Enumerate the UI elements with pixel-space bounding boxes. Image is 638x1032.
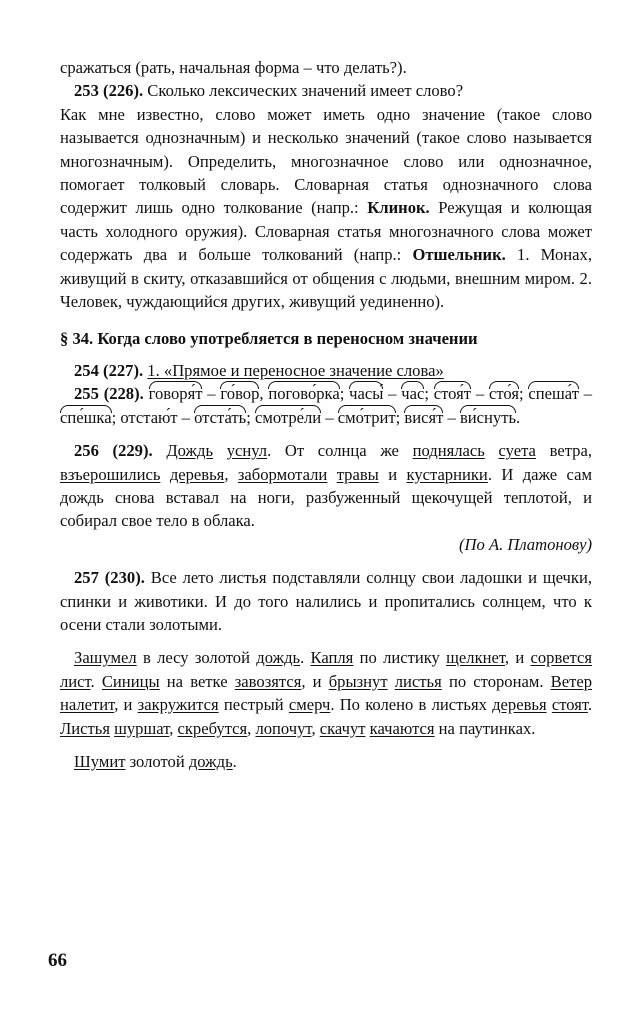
section-heading: § 34. Когда слово употребляется в переносном значении (60, 329, 478, 349)
dictionary-term: Клинок. (367, 198, 430, 218)
story-word: смерч (288, 695, 331, 715)
text: , (247, 718, 256, 738)
exercise-255: 255 (228). говоря́т – го́вор, погово́рка; часы́ – час; стоя́т – сто́я; спеша́т – спе́шка; отстаю́т – отста́ть; смотре́ли – смо́трит; вися́т – ви́снуть. (60, 384, 593, 427)
word: час (401, 384, 425, 404)
textbook-page (60, 56, 592, 773)
text: . (300, 648, 311, 668)
predicate-word: забормотали (237, 464, 328, 484)
text: , (311, 718, 320, 738)
word: стоя́т (433, 384, 472, 404)
text: , и (301, 671, 329, 691)
story-word: шуршат (114, 718, 170, 738)
text: ветра, (549, 441, 592, 461)
story-word: Шумит (74, 751, 126, 771)
word: ви́снуть (459, 407, 517, 427)
text: на паутинках. (434, 718, 536, 738)
word: спеша́т (528, 384, 579, 404)
word: говоря́т (148, 384, 203, 404)
word: сто́я (488, 384, 519, 404)
exercise-text: Как мне известно, слово может иметь одно значение (такое слово называется однозначным) и несколько значений (такое слово называется многозначным). Определить, многозначное слово или однозначное, помогает толковый словарь. Словарная статья однозначного слова содержит лишь одно толкование (напр.: (60, 104, 592, 218)
text: и (388, 464, 407, 484)
exercise-256: 256 (229). Дождь уснул. От солнца же поднялась суета ветра, взъерошились деревья, забормотали травы и кустарники. И даже сам дождь снова вставал на ноги, разбуженный щекочущей теплотой, и собирал свое тело в облака. (60, 441, 592, 531)
word: го́вор (220, 384, 260, 404)
story-word: лопочут (255, 718, 312, 738)
word: смо́трит (337, 407, 396, 427)
exercise-257 (60, 566, 592, 636)
text: . (90, 671, 102, 691)
story-word: качаются (369, 718, 435, 738)
exercise-253 (60, 79, 592, 313)
subject-word: суета (498, 441, 536, 461)
word: вися́т (404, 407, 444, 427)
text: , (169, 718, 178, 738)
story-word: Синицы (101, 671, 160, 691)
story-word: завозятся (234, 671, 302, 691)
intro-line: сражаться (рать, начальная форма – что делать?). (60, 58, 407, 77)
story-word: Зашумел (74, 648, 137, 668)
exercise-number: 257 (230). (74, 568, 145, 588)
text: . (232, 751, 237, 771)
word: отста́ть (194, 407, 247, 427)
text: . И даже сам дождь снова вставал на ноги, разбуженный щекочущей теплотой, и собирал свое тело в облака. (60, 464, 592, 531)
story-word: Капля (310, 648, 354, 668)
text: золотой (125, 751, 189, 771)
story-word: Ветер (550, 671, 593, 691)
text: по сторонам. (441, 671, 551, 691)
exercise-text: 1. Монах, живущий в скиту, отказавшийся от общения с людьми, внешним миром. 2. Человек, чуждающийся других, живущий уединенно). (60, 245, 592, 312)
text: , и (504, 648, 531, 668)
text: по листику (353, 648, 447, 668)
predicate-word: уснул (226, 441, 268, 461)
exercise-title: Сколько лексических значений имеет слово? (147, 81, 464, 101)
subject-word: травы (336, 464, 379, 484)
story-word: листья (394, 671, 442, 691)
exercise-number: 256 (229). (74, 441, 153, 461)
story-word: скачут (319, 718, 366, 738)
word: спе́шка (60, 407, 112, 427)
word: отстаю́т (120, 407, 178, 427)
story-word: сорвется (530, 648, 593, 668)
source-attribution: (По А. Платонову) (458, 534, 592, 554)
story-word: налетит (60, 695, 115, 715)
exercise-number: 253 (226). (74, 81, 144, 101)
exercise-text: Все лето листья подставляли солнцу свои ладошки и щечки, спинки и животики. И до того налились и пропитались солнцем, что к осени стали золотыми. (60, 568, 592, 634)
text: на ветке (159, 671, 235, 691)
subject-word: деревья (169, 464, 225, 484)
story-last-line (60, 750, 592, 773)
predicate-word: поднялась (412, 441, 485, 461)
text: . От солнца же (267, 441, 413, 461)
text: . По колено в листьях (330, 695, 493, 715)
story-word: Листья (60, 718, 110, 738)
text: . (587, 695, 593, 715)
text: , и (114, 695, 138, 715)
text (388, 672, 395, 691)
story-word: скребутся (177, 718, 248, 738)
exercise-text: 1. «Прямое и переносное значение слова» (147, 360, 444, 380)
story-word: лист (60, 671, 91, 691)
story-word: закружится (137, 695, 219, 715)
exercise-number: 254 (227). (74, 360, 144, 380)
text: в лесу золотой (136, 648, 257, 668)
story-word: брызнут (328, 671, 388, 691)
exercise-number: 255 (228). (74, 384, 144, 404)
predicate-word: взъерошились (60, 464, 161, 484)
word: погово́рка (268, 384, 340, 404)
page-number: 66 (48, 950, 67, 971)
story-word: щелкнет (446, 648, 505, 668)
story-word: стоят (551, 695, 588, 715)
exercise-text: Режущая и колющая часть холодного оружия). Словарная статья многозначного слова может содержать два и больше толкований (напр.: (60, 198, 592, 265)
subject-word: Дождь (166, 441, 214, 461)
dictionary-term: Отшельник. (412, 245, 506, 265)
exercise-254 (60, 359, 592, 382)
story-paragraph (60, 646, 592, 740)
subject-word: кустарники (406, 464, 488, 484)
story-word: деревья (492, 695, 547, 715)
story-word: дождь (256, 648, 301, 668)
text: пестрый (218, 695, 289, 715)
story-word: дождь (188, 751, 233, 771)
word: часы́ (349, 384, 384, 404)
word: смотре́ли (254, 407, 322, 427)
